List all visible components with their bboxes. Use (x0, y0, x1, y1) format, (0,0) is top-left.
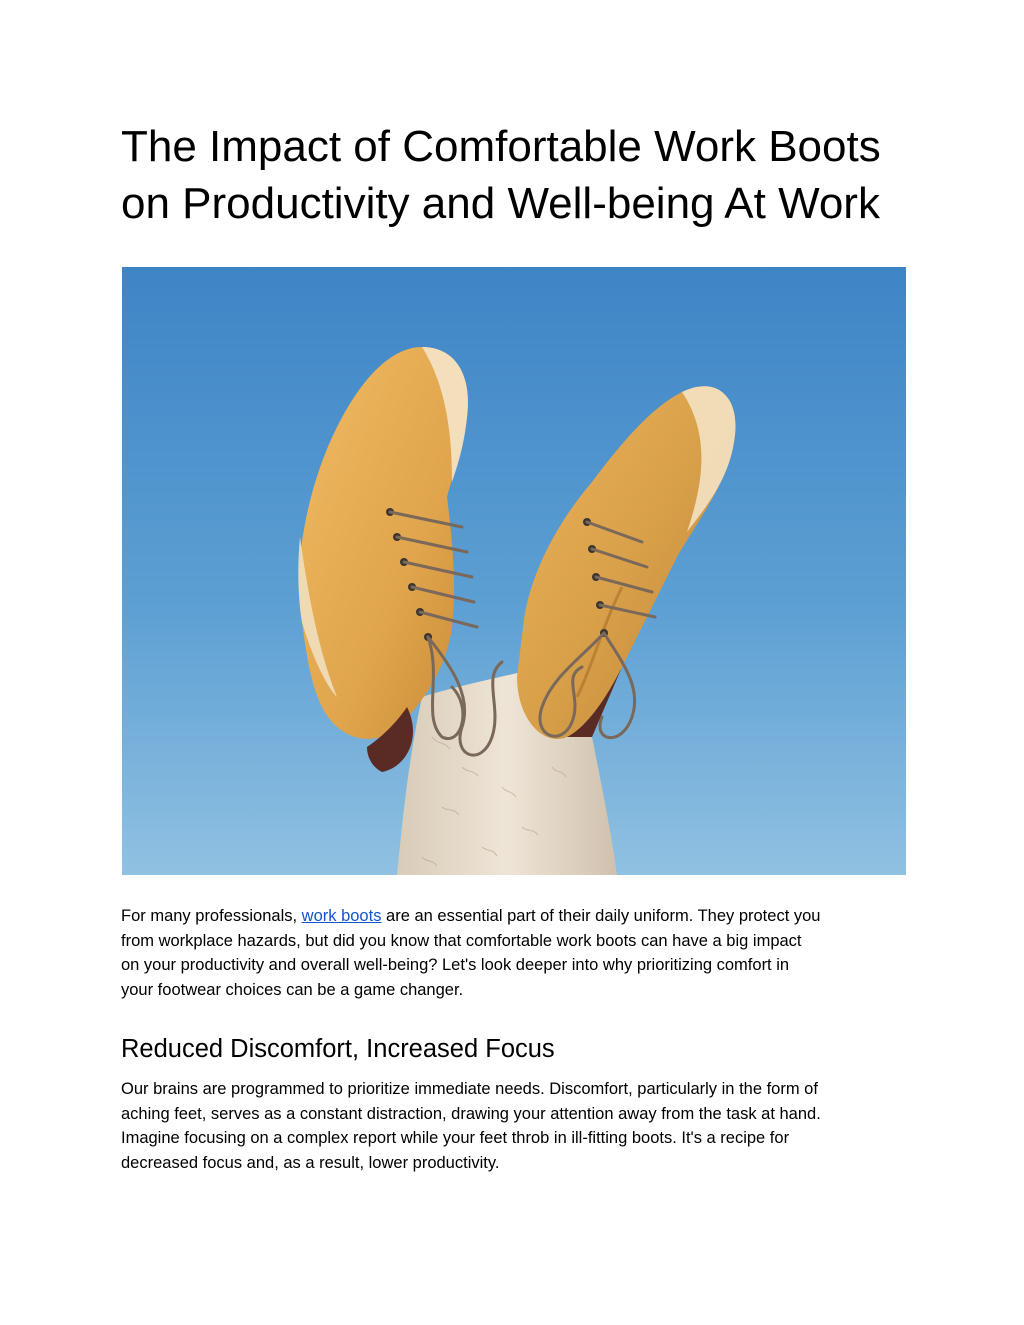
section-line-3: Imagine focusing on a complex report while your feet throb in ill-fitting boots. It's a recipe for (121, 1129, 790, 1147)
work-boots-photo-icon (122, 267, 906, 875)
title-line-1: The Impact of Comfortable Work Boots (121, 122, 881, 171)
intro-line-3: on your productivity and overall well-being? Let's look deeper into why prioritizing comfort in (121, 956, 790, 974)
work-boots-link[interactable]: work boots (301, 907, 382, 925)
intro-paragraph (121, 904, 911, 1002)
hero-image (122, 267, 906, 875)
section-heading: Reduced Discomfort, Increased Focus (121, 1035, 555, 1063)
title-line-2: on Productivity and Well-being At Work (121, 179, 880, 228)
intro-line-1: For many professionals, work boots are an essential part of their daily uniform. They protect you (121, 907, 821, 925)
intro-line-4: your footwear choices can be a game changer. (121, 980, 464, 999)
section-line-4: decreased focus and, as a result, lower productivity. (121, 1153, 500, 1172)
intro-line-2: from workplace hazards, but did you know that comfortable work boots can have a big impact (121, 931, 802, 950)
page-title (121, 118, 921, 232)
section-line-2: aching feet, serves as a constant distraction, drawing your attention away from the task at hand. (121, 1104, 821, 1123)
section-line-1: Our brains are programmed to prioritize immediate needs. Discomfort, particularly in the form of (121, 1080, 818, 1098)
section-paragraph (121, 1077, 911, 1175)
